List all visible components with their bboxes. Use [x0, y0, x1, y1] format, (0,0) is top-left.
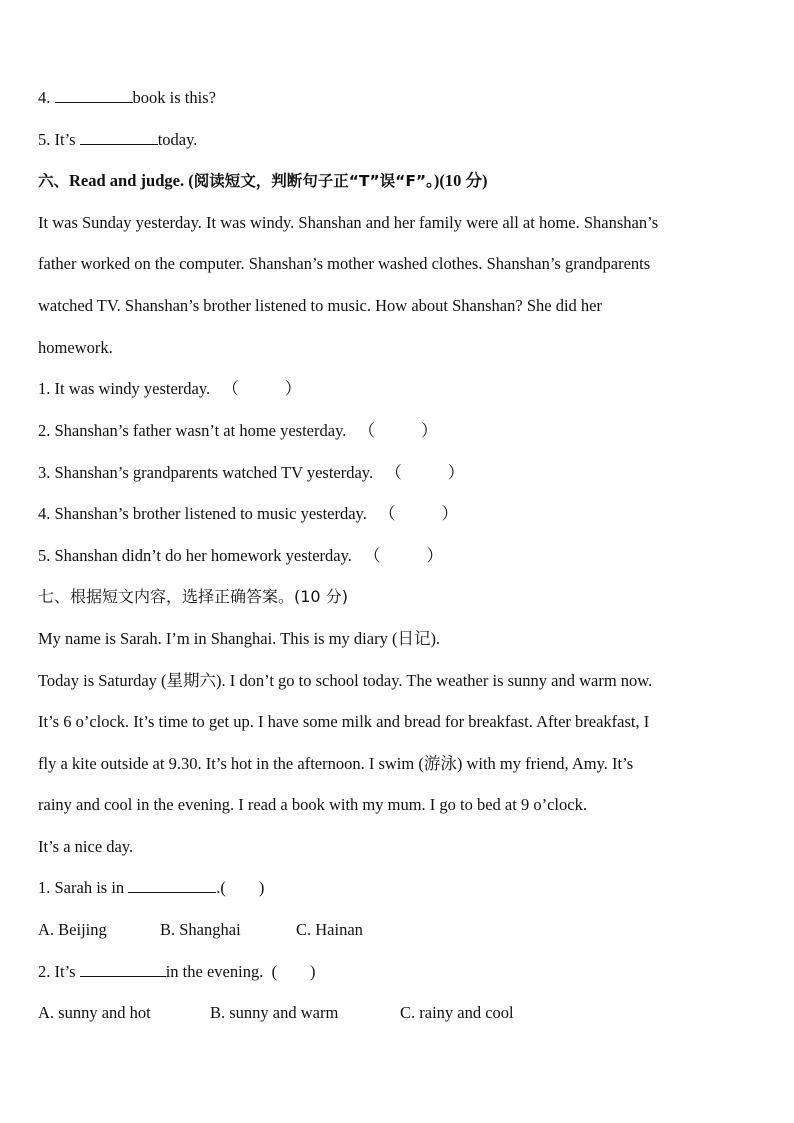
answer-bracket[interactable]: （ ） — [379, 504, 458, 523]
passage-line: It’s a nice day. — [38, 837, 134, 856]
option-c[interactable]: C. Hainan — [296, 920, 363, 939]
question-text: book is this? — [132, 88, 216, 107]
answer-blank[interactable] — [80, 961, 166, 977]
answer-blank[interactable] — [128, 877, 216, 893]
question-number: 4. — [38, 88, 51, 107]
passage-line: My name is Sarah. I’m in Shanghai. This is my diary (日记). — [38, 629, 441, 648]
passage-line: Today is Saturday (星期六). I don’t go to school today. The weather is sunny and warm now. — [38, 671, 653, 690]
choice-question-1: 1. Sarah is in .( ) — [38, 878, 265, 897]
section-6-title: 六、Read and judge. (阅读短文，判断句子正“T”误“F”。)(10 分) — [38, 171, 488, 190]
passage-line: homework. — [38, 338, 113, 357]
fill-in-question-5 — [38, 129, 197, 151]
option-a[interactable]: A. Beijing — [38, 920, 107, 939]
passage-line: rainy and cool in the evening. I read a book with my mum. I go to bed at 9 o’clock. — [38, 795, 587, 814]
passage-line: It was Sunday yesterday. It was windy. Shanshan and her family were all at home. Shanshan’s — [38, 213, 659, 232]
passage-line: father worked on the computer. Shanshan’s mother washed clothes. Shanshan’s grandparents — [38, 254, 651, 273]
option-a[interactable]: A. sunny and hot — [38, 1003, 151, 1022]
judge-question-5: 5. Shanshan didn’t do her homework yesterday. （ ） — [38, 546, 444, 565]
answer-blank[interactable] — [80, 129, 158, 145]
section-7-title: 七、根据短文内容，选择正确答案。(10 分) — [38, 587, 348, 606]
option-b[interactable]: B. Shanghai — [160, 920, 241, 939]
judge-question-1: 1. It was windy yesterday. （ ） — [38, 379, 302, 398]
answer-bracket[interactable]: （ ） — [222, 379, 302, 398]
choice-question-2: 2. It’s in the evening. ( ) — [38, 962, 316, 981]
choice-options-1 — [38, 919, 363, 941]
passage-line: It’s 6 o’clock. It’s time to get up. I have some milk and bread for breakfast. After breakfast, I — [38, 712, 650, 731]
judge-question-2: 2. Shanshan’s father wasn’t at home yesterday. （ ） — [38, 421, 438, 440]
passage-line: watched TV. Shanshan’s brother listened to music. How about Shanshan? She did her — [38, 296, 602, 315]
answer-bracket[interactable]: （ ） — [385, 463, 465, 482]
question-prefix: 5. It’s — [38, 130, 76, 149]
judge-question-3: 3. Shanshan’s grandparents watched TV yesterday. （ ） — [38, 463, 465, 482]
choice-options-2 — [38, 1002, 514, 1024]
option-c[interactable]: C. rainy and cool — [400, 1003, 514, 1022]
judge-question-4: 4. Shanshan’s brother listened to music yesterday. （ ） — [38, 504, 458, 523]
option-b[interactable]: B. sunny and warm — [210, 1003, 339, 1022]
question-text: today. — [157, 130, 198, 149]
passage-line: fly a kite outside at 9.30. It’s hot in the afternoon. I swim (游泳) with my friend, Amy. It’s — [38, 754, 634, 773]
answer-bracket[interactable]: （ ） — [358, 421, 438, 440]
answer-bracket[interactable]: （ ） — [364, 546, 444, 565]
fill-in-question-4 — [38, 87, 216, 109]
answer-blank[interactable] — [55, 87, 133, 103]
